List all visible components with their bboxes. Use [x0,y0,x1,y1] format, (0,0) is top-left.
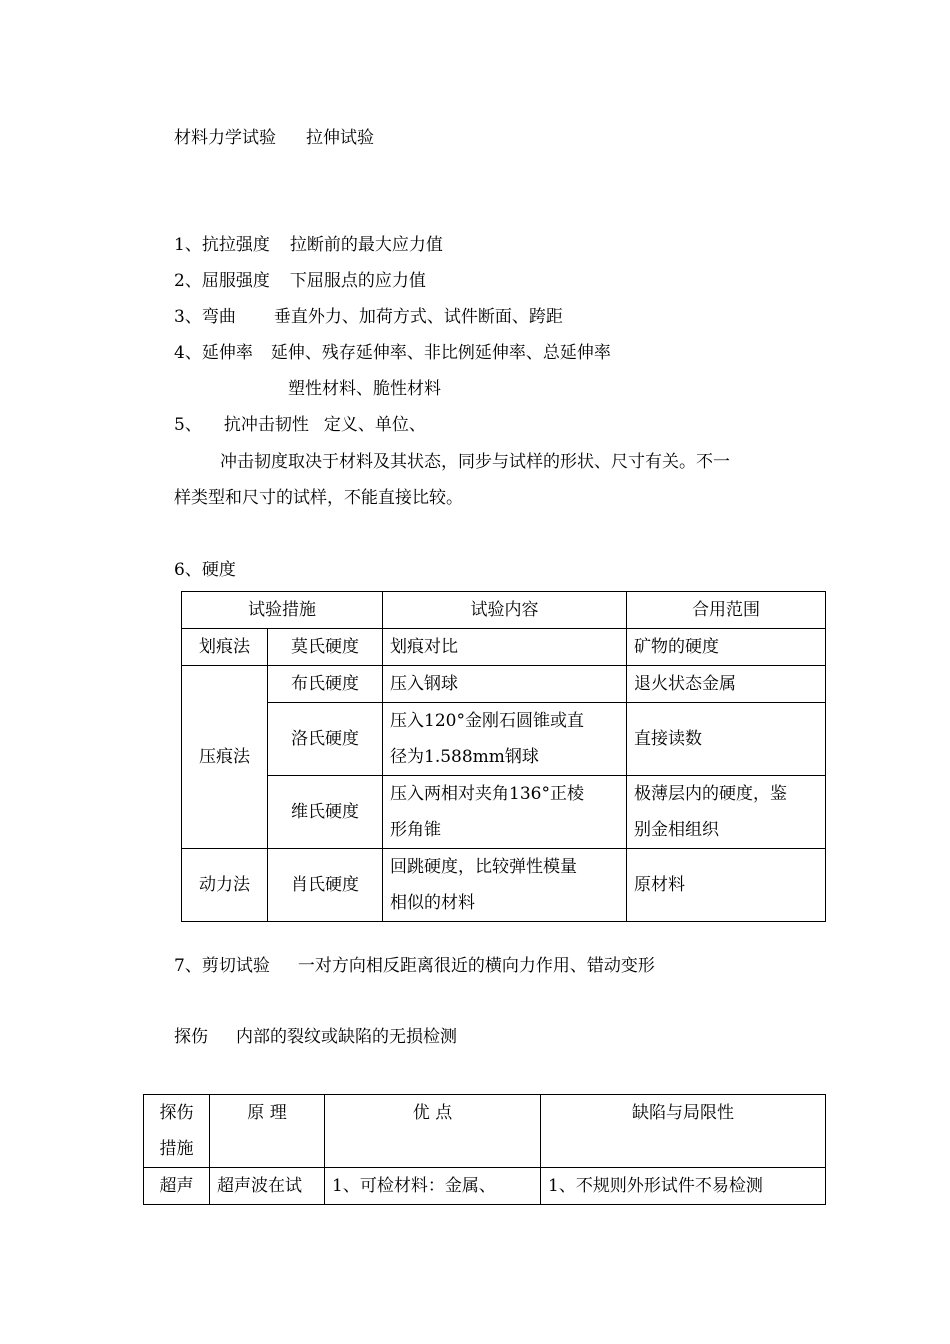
table-header-row [182,592,826,629]
content-cell: 划痕对比 [383,629,627,666]
flaw-text: 内部的裂纹或缺陷的无损检测 [236,1027,457,1047]
group-cell: 压痕法 [182,666,268,849]
paragraph-5-line1: 冲击韧度取决于材料及其状态，同步与试样的形状、尺寸有关。不一 [220,452,730,472]
header-principle: 原 理 [210,1095,325,1168]
header-content: 试验内容 [383,592,627,629]
table-row [182,666,826,703]
item-4-continued: 塑性材料、脆性材料 [288,379,441,399]
table-row [182,776,826,849]
flaw-label: 探伤 [174,1027,208,1047]
scope-line: 别金相组织 [634,820,719,840]
item-7 [174,954,655,978]
table-row [182,629,826,666]
hardness-table [181,591,826,922]
table-row [182,703,826,776]
item-2-label: 2、屈服强度 [174,271,270,291]
method-cell: 莫氏硬度 [268,629,383,666]
method-cell: 超声 [144,1168,210,1205]
content-line: 形角锥 [390,820,441,840]
scope-cell: 退火状态金属 [627,666,826,703]
item-2 [174,269,426,293]
content-line: 回跳硬度，比较弹性模量 [390,857,577,877]
header-merits: 优 点 [325,1095,541,1168]
header-method: 试验措施 [182,592,383,629]
method-cell: 维氏硬度 [268,776,383,849]
item-3-text: 垂直外力、加荷方式、试件断面、跨距 [273,307,563,327]
item-3-label: 3、弯曲 [174,307,236,327]
page-title [174,126,374,150]
title-main: 材料力学试验 [174,128,276,148]
header-scope: 合用范围 [627,592,826,629]
item-5-label: 5、 [174,415,202,435]
item-5 [174,413,426,437]
item-1 [174,233,443,257]
scope-line: 极薄层内的硬度，鉴 [634,784,787,804]
method-cell: 肖氏硬度 [268,849,383,922]
flaw-heading [174,1025,457,1049]
header-method [144,1095,210,1168]
item-4-label: 4、延伸率 [174,343,253,363]
scope-cell: 矿物的硬度 [627,629,826,666]
method-cell: 布氏硬度 [268,666,383,703]
item-5-text: 定义、单位、 [323,415,426,435]
content-cell: 压入钢球 [383,666,627,703]
item-3 [174,305,563,329]
flaw-detection-table [143,1094,826,1205]
item-7-text: 一对方向相反距离很近的横向力作用、错动变形 [297,956,655,976]
item-6-heading: 6、硬度 [174,560,236,580]
item-4-text: 延伸、残存延伸率、非比例延伸率、总延伸率 [270,343,611,363]
item-5-label2: 抗冲击韧性 [223,415,309,435]
content-cell [383,703,627,776]
group-cell: 动力法 [182,849,268,922]
content-line: 径为1.588mm钢球 [390,747,539,767]
table-row [182,849,826,922]
group-cell: 划痕法 [182,629,268,666]
content-cell [383,849,627,922]
scope-cell: 原材料 [627,849,826,922]
merits-cell: 1、可检材料：金属、 [325,1168,541,1205]
header-limits: 缺陷与局限性 [541,1095,826,1168]
item-2-text: 下屈服点的应力值 [289,271,426,291]
title-sub: 拉伸试验 [306,128,374,148]
header-line: 措施 [159,1139,194,1159]
method-cell: 洛氏硬度 [268,703,383,776]
item-4 [174,341,611,365]
limits-cell: 1、不规则外形试件不易检测 [541,1168,826,1205]
item-7-label: 7、剪切试验 [174,956,270,976]
table-row [144,1168,826,1205]
table-header-row [144,1095,826,1168]
header-line: 探伤 [159,1103,194,1123]
content-cell [383,776,627,849]
content-line: 相似的材料 [390,893,475,913]
scope-cell [627,776,826,849]
scope-cell: 直接读数 [627,703,826,776]
principle-cell: 超声波在试 [210,1168,325,1205]
content-line: 压入两相对夹角136°正棱 [390,784,584,804]
content-line: 压入120°金刚石圆锥或直 [390,711,584,731]
paragraph-5-line2: 样类型和尺寸的试样，不能直接比较。 [174,488,463,508]
item-1-text: 拉断前的最大应力值 [289,235,443,255]
item-1-label: 1、抗拉强度 [174,235,270,255]
